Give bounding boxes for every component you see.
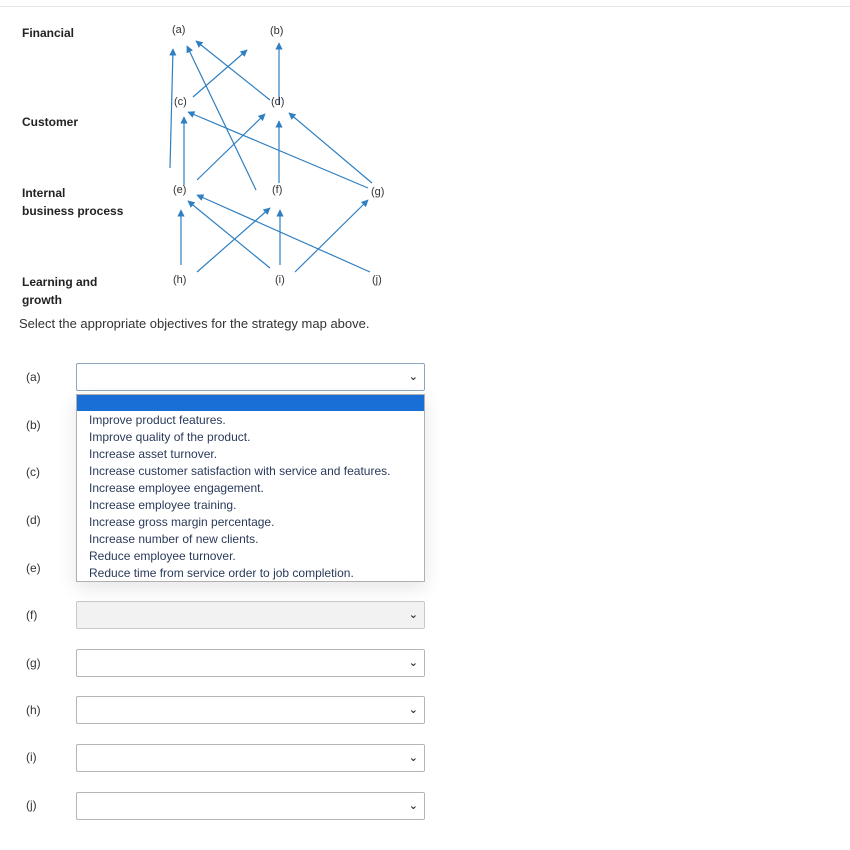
arrow-f-to-a	[187, 46, 256, 190]
perspective-internal-line1: Internal	[22, 186, 66, 200]
node-f: (f)	[272, 184, 283, 196]
arrow-j-to-e	[197, 195, 370, 272]
row-label-a: (a)	[26, 370, 41, 384]
row-label-e: (e)	[26, 561, 41, 575]
row-label-h: (h)	[26, 703, 41, 717]
dropdown-option[interactable]: Improve quality of the product.	[89, 430, 251, 444]
row-label-j: (j)	[26, 798, 37, 812]
dropdown-option[interactable]: Improve product features.	[89, 413, 226, 427]
node-d: (d)	[271, 96, 285, 108]
arrow-c-to-a	[170, 49, 173, 168]
arrow-i-to-g	[295, 200, 368, 272]
dropdown-option[interactable]: Increase employee training.	[89, 498, 237, 512]
node-g: (g)	[371, 186, 385, 198]
strategy-map-arrows	[0, 0, 850, 320]
dropdown-option[interactable]: Increase asset turnover.	[89, 447, 218, 461]
row-label-d: (d)	[26, 513, 41, 527]
chevron-down-icon: ⌄	[408, 371, 418, 383]
row-label-g: (g)	[26, 656, 41, 670]
chevron-down-icon: ⌄	[408, 800, 418, 812]
chevron-down-icon: ⌄	[408, 704, 418, 716]
arrow-g-to-c	[188, 112, 368, 188]
node-c: (c)	[174, 96, 187, 108]
node-b: (b)	[270, 25, 284, 37]
select-a[interactable]	[76, 363, 425, 391]
row-label-i: (i)	[26, 750, 37, 764]
arrow-d-to-a	[196, 41, 270, 100]
chevron-down-icon: ⌄	[408, 657, 418, 669]
node-j: (j)	[372, 274, 382, 286]
dropdown-option[interactable]: Increase employee engagement.	[89, 481, 264, 495]
arrow-c-to-b	[193, 50, 247, 97]
perspective-learning-line1: Learning and	[22, 275, 98, 289]
dropdown-option[interactable]: Increase gross margin percentage.	[89, 515, 275, 529]
node-a: (a)	[172, 24, 186, 36]
chevron-down-icon: ⌄	[408, 752, 418, 764]
dropdown-option[interactable]: Increase customer satisfaction with service and features.	[89, 464, 391, 478]
arrow-e-to-d	[197, 114, 265, 180]
dropdown-option-blank[interactable]	[77, 395, 424, 411]
row-label-c: (c)	[26, 465, 40, 479]
perspective-learning-line2: growth	[22, 293, 62, 307]
dropdown-list	[76, 394, 425, 582]
row-label-f: (f)	[26, 608, 38, 622]
select-h[interactable]	[76, 696, 425, 724]
chevron-down-icon: ⌄	[408, 609, 418, 621]
node-h: (h)	[173, 274, 187, 286]
arrow-i-to-e	[188, 201, 270, 268]
dropdown-option[interactable]: Increase number of new clients.	[89, 532, 259, 546]
row-label-b: (b)	[26, 418, 41, 432]
instructions-text: Select the appropriate objectives for the strategy map above.	[19, 316, 370, 331]
select-f[interactable]	[76, 601, 425, 629]
dropdown-option[interactable]: Reduce time from service order to job completion.	[89, 566, 354, 580]
perspective-internal-line2: business process	[22, 204, 124, 218]
select-i[interactable]	[76, 744, 425, 772]
dropdown-option[interactable]: Reduce employee turnover.	[89, 549, 236, 563]
perspective-customer: Customer	[22, 115, 79, 129]
node-i: (i)	[275, 274, 285, 286]
select-g[interactable]	[76, 649, 425, 677]
select-j[interactable]	[76, 792, 425, 820]
node-e: (e)	[173, 184, 187, 196]
perspective-financial: Financial	[22, 26, 75, 40]
